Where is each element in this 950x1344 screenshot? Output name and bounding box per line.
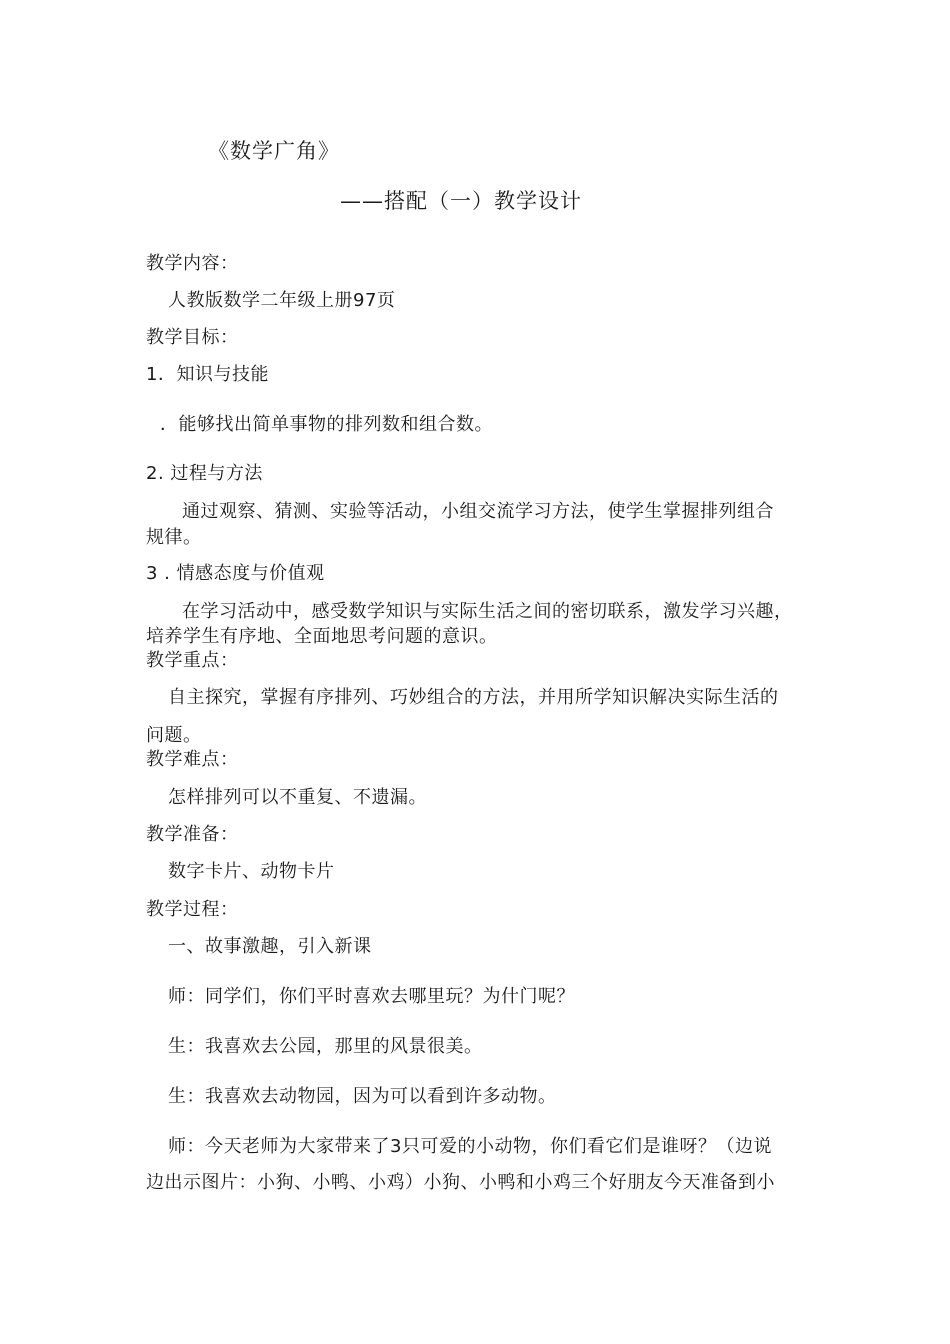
prep-heading: 教学准备： [146,824,239,845]
goal2-text-line1: 通过观察、猜测、实验等活动，小组交流学习方法，使学生掌握排列组合 [182,501,774,522]
goal1-text: ．能够找出简单事物的排列数和组合数。 [160,414,493,435]
content-heading: 教学内容： [146,253,239,274]
dialog-line: 师：同学们，你们平时喜欢去哪里玩？为什门呢？ [168,986,575,1007]
goal2-text-line2: 规律。 [146,527,202,548]
key-text-line1: 自主探究，掌握有序排列、巧妙组合的方法，并用所学知识解决实际生活的 [168,687,779,708]
goal3-text-line1: 在学习活动中，感受数学知识与实际生活之间的密切联系，激发学习兴趣， [182,601,793,622]
section1-heading: 一、故事激趣，引入新课 [168,936,372,957]
key-heading: 教学重点： [146,650,239,671]
goal3-heading: 3 . 情感态度与价值观 [146,563,325,584]
dialog-line: 生：我喜欢去动物园，因为可以看到许多动物。 [168,1086,557,1107]
document-title: 《数学广角》 [208,139,340,163]
goals-heading: 教学目标： [146,327,239,348]
difficulty-heading: 教学难点： [146,749,239,770]
process-heading: 教学过程： [146,899,239,920]
dialog-line: 师：今天老师为大家带来了3只可爱的小动物，你们看它们是谁呀？（边说 [168,1136,772,1157]
dialog-line: 生：我喜欢去公园，那里的风景很美。 [168,1036,483,1057]
goal1-heading: 1．知识与技能 [146,364,269,385]
dialog-line: 边出示图片：小狗、小鸭、小鸡）小狗、小鸭和小鸡三个好朋友今天准备到小 [146,1172,775,1193]
content-text: 人教版数学二年级上册97页 [168,290,396,311]
difficulty-text: 怎样排列可以不重复、不遗漏。 [168,787,427,808]
prep-text: 数字卡片、动物卡片 [168,861,335,882]
goal2-heading: 2. 过程与方法 [146,463,263,484]
document-subtitle: ——搭配（一）教学设计 [340,189,582,213]
goal3-text-line2: 培养学生有序地、全面地思考问题的意识。 [146,626,498,647]
key-text-line2: 问题。 [146,725,202,746]
